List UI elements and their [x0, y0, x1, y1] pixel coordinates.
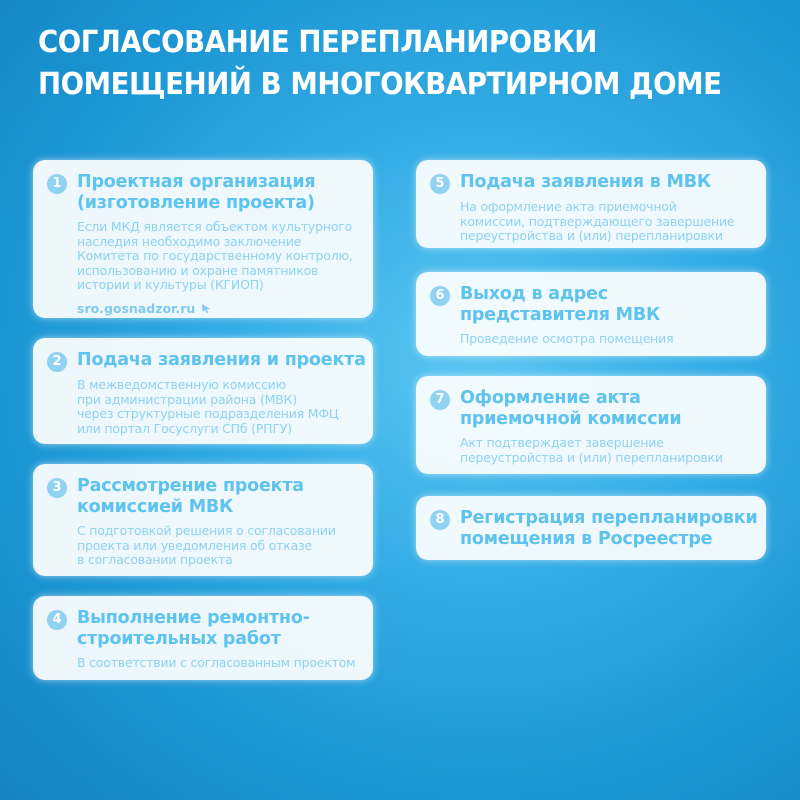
step-description-2: В межведомственную комиссию при администрации района (МВК) через структурные подразделения МФЦ или портал Госуслуги СПб (РПГУ): [77, 377, 339, 436]
step-number-8: 8: [430, 510, 450, 530]
step-description-3: С подготовкой решения о согласовании проекта или уведомления об отказе в согласовании проекта: [77, 523, 336, 567]
step-number-3: 3: [47, 478, 67, 498]
step-description-7: Акт подтверждает завершение переустройства и (или) перепланировки: [460, 435, 723, 465]
step-card-6: [416, 272, 766, 356]
page-title-line-1: СОГЛАСОВАНИЕ ПЕРЕПЛАНИРОВКИ: [38, 25, 597, 60]
page-title-line-2: ПОМЕЩЕНИЙ В МНОГОКВАРТИРНОМ ДОМЕ: [38, 67, 722, 102]
step-number-4: 4: [47, 610, 67, 630]
step-title-4: Выполнение ремонтно- строительных работ: [77, 608, 310, 649]
page-title: [38, 22, 722, 106]
step-title-3: Рассмотрение проекта комиссией МВК: [77, 476, 304, 517]
step-title-8: Регистрация перепланировки помещения в Росреестре: [460, 508, 758, 549]
link-text[interactable]: sro.gosnadzor.ru: [77, 300, 196, 316]
step-number-7: 7: [430, 390, 450, 410]
step-description-5: На оформление акта приемочной комиссии, подтверждающего завершение переустройства и (или) перепланировки: [460, 199, 735, 243]
step-description-1: Если МКД является объектом культурного наследия необходимо заключение Комитета по государственному контролю, использованию и охране памятников истории и культуры (КГИОП): [77, 219, 353, 292]
step-card-1: [33, 160, 373, 318]
step-title-2: Подача заявления и проекта: [77, 350, 366, 370]
step-card-8: [416, 496, 766, 560]
step-card-3: [33, 464, 373, 576]
cursor-arrow-icon: [201, 303, 211, 313]
step-number-6: 6: [430, 286, 450, 306]
step-card-2: [33, 338, 373, 444]
step-title-7: Оформление акта приемочной комиссии: [460, 388, 682, 429]
step-card-4: [33, 596, 373, 680]
step-title-5: Подача заявления в МВК: [460, 172, 712, 192]
step-number-5: 5: [430, 174, 450, 194]
step-number-1: 1: [47, 174, 67, 194]
sro-gosnadzor-link[interactable]: [77, 301, 359, 316]
step-title-6: Выход в адрес представителя МВК: [460, 284, 661, 325]
step-number-2: 2: [47, 352, 67, 372]
step-card-5: [416, 160, 766, 248]
step-card-7: [416, 376, 766, 474]
step-description-6: Проведение осмотра помещения: [460, 331, 674, 346]
step-description-4: В соответствии с согласованным проектом: [77, 655, 356, 670]
step-title-1: Проектная организация (изготовление проекта): [77, 172, 316, 213]
